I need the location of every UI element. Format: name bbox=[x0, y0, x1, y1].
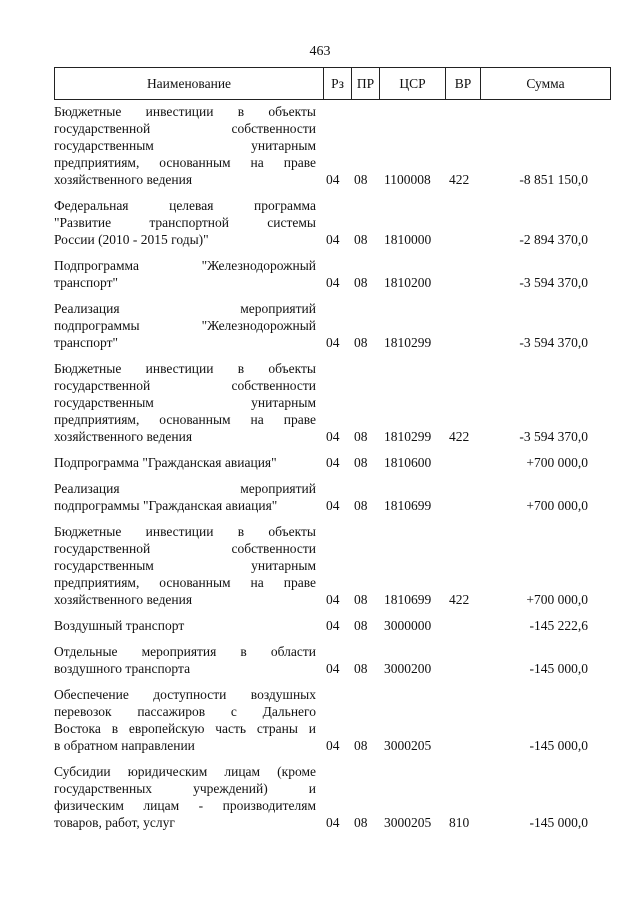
row-csr: 3000000 bbox=[384, 618, 432, 633]
row-name-line: товаров, работ, услуг bbox=[54, 815, 175, 830]
row-name-line: хозяйственного ведения bbox=[54, 592, 193, 607]
row-name-line: Бюджетные инвестиции в объекты bbox=[54, 361, 316, 376]
row-rz: 04 bbox=[326, 172, 340, 187]
table-row bbox=[54, 523, 611, 608]
page-number: 463 bbox=[309, 44, 331, 59]
row-name-line: предприятиям, основанным на праве bbox=[54, 412, 316, 427]
table-row bbox=[54, 617, 611, 634]
row-pr: 08 bbox=[354, 335, 368, 350]
row-csr: 1810600 bbox=[384, 455, 432, 470]
row-sum: -3 594 370,0 bbox=[519, 429, 588, 444]
table-body bbox=[54, 103, 611, 840]
row-rz: 04 bbox=[326, 618, 340, 633]
table-row bbox=[54, 643, 611, 677]
row-name-line: государственным унитарным bbox=[54, 395, 316, 410]
row-name-line: перевозок пассажиров с Дальнего bbox=[54, 704, 316, 719]
row-name-line: государственным унитарным bbox=[54, 558, 316, 573]
row-name-line: Подпрограмма "Железнодорожный bbox=[54, 258, 316, 273]
row-name-line: физическим лицам - производителям bbox=[54, 798, 316, 813]
row-csr: 3000200 bbox=[384, 661, 432, 676]
row-name-line: в обратном направлении bbox=[54, 738, 195, 753]
row-name-line: Востока в европейскую часть страны и bbox=[54, 721, 316, 736]
row-name-line: подпрограммы "Железнодорожный bbox=[54, 318, 316, 333]
table-row bbox=[54, 300, 611, 351]
header-pr: ПР bbox=[351, 68, 379, 99]
table-row bbox=[54, 763, 611, 831]
row-sum: +700 000,0 bbox=[526, 592, 588, 607]
row-name-line: Реализация мероприятий bbox=[54, 301, 316, 316]
row-name bbox=[54, 523, 316, 608]
row-name bbox=[54, 617, 316, 634]
row-name-line: государственных учреждений) и bbox=[54, 781, 316, 796]
row-pr: 08 bbox=[354, 815, 368, 830]
row-name-line: воздушного транспорта bbox=[54, 661, 191, 676]
row-name bbox=[54, 103, 316, 188]
table-row bbox=[54, 454, 611, 471]
row-sum: -145 000,0 bbox=[529, 815, 588, 830]
row-sum: -3 594 370,0 bbox=[519, 275, 588, 290]
row-name-line: государственным унитарным bbox=[54, 138, 316, 153]
row-name-line: Бюджетные инвестиции в объекты bbox=[54, 104, 316, 119]
row-name-line: транспорт" bbox=[54, 275, 118, 290]
row-pr: 08 bbox=[354, 661, 368, 676]
row-name-line: Бюджетные инвестиции в объекты bbox=[54, 524, 316, 539]
table-row bbox=[54, 257, 611, 291]
row-name-line: хозяйственного ведения bbox=[54, 172, 193, 187]
row-csr: 1810000 bbox=[384, 232, 432, 247]
table-header bbox=[54, 67, 611, 100]
row-csr: 1810299 bbox=[384, 335, 432, 350]
row-name bbox=[54, 643, 316, 677]
row-name-line: "Развитие транспортной системы bbox=[54, 215, 316, 230]
header-name: Наименование bbox=[146, 75, 232, 91]
row-sum: -145 000,0 bbox=[529, 661, 588, 676]
row-name-line: хозяйственного ведения bbox=[54, 429, 193, 444]
row-name bbox=[54, 686, 316, 754]
row-pr: 08 bbox=[354, 429, 368, 444]
header-csr: ЦСР bbox=[379, 68, 445, 99]
row-rz: 04 bbox=[326, 738, 340, 753]
row-name-line: Обеспечение доступности воздушных bbox=[54, 687, 316, 702]
row-name-line: Федеральная целевая программа bbox=[54, 198, 316, 213]
row-name-line: Реализация мероприятий bbox=[54, 481, 316, 496]
row-vr: 422 bbox=[449, 172, 470, 187]
row-csr: 1810299 bbox=[384, 429, 432, 444]
table-row bbox=[54, 103, 611, 188]
row-csr: 1810699 bbox=[384, 498, 432, 513]
row-name-line: Субсидии юридическим лицам (кроме bbox=[54, 764, 316, 779]
row-csr: 1810699 bbox=[384, 592, 432, 607]
row-pr: 08 bbox=[354, 618, 368, 633]
table-row bbox=[54, 360, 611, 445]
row-csr: 1810200 bbox=[384, 275, 432, 290]
row-name bbox=[54, 300, 316, 351]
row-name-line: России (2010 - 2015 годы)" bbox=[54, 232, 209, 247]
row-sum: -3 594 370,0 bbox=[519, 335, 588, 350]
row-vr: 422 bbox=[449, 592, 470, 607]
row-name-line: подпрограммы "Гражданская авиация" bbox=[54, 498, 278, 513]
row-csr: 1100008 bbox=[384, 172, 431, 187]
row-pr: 08 bbox=[354, 172, 368, 187]
table-row bbox=[54, 480, 611, 514]
row-pr: 08 bbox=[354, 455, 368, 470]
row-name-line: государственной собственности bbox=[54, 121, 316, 136]
row-name-line: Отдельные мероприятия в области bbox=[54, 644, 316, 659]
row-name-line: государственной собственности bbox=[54, 541, 316, 556]
row-name-line: Подпрограмма "Гражданская авиация" bbox=[54, 455, 277, 470]
row-name-line: транспорт" bbox=[54, 335, 118, 350]
row-sum: +700 000,0 bbox=[526, 498, 588, 513]
row-csr: 3000205 bbox=[384, 815, 432, 830]
row-vr: 810 bbox=[449, 815, 470, 830]
row-rz: 04 bbox=[326, 592, 340, 607]
row-name bbox=[54, 360, 316, 445]
row-name bbox=[54, 480, 316, 514]
row-vr: 422 bbox=[449, 429, 470, 444]
header-rz: Рз bbox=[323, 68, 351, 99]
header-sum: Сумма bbox=[480, 68, 610, 99]
row-sum: -145 000,0 bbox=[529, 738, 588, 753]
row-name bbox=[54, 763, 316, 831]
row-rz: 04 bbox=[326, 429, 340, 444]
row-pr: 08 bbox=[354, 232, 368, 247]
row-pr: 08 bbox=[354, 738, 368, 753]
row-pr: 08 bbox=[354, 275, 368, 290]
row-rz: 04 bbox=[326, 815, 340, 830]
row-name bbox=[54, 257, 316, 291]
row-name-line: предприятиям, основанным на праве bbox=[54, 155, 316, 170]
row-sum: -145 222,6 bbox=[529, 618, 588, 633]
table-row bbox=[54, 197, 611, 248]
row-name bbox=[54, 454, 316, 471]
row-rz: 04 bbox=[326, 232, 340, 247]
row-sum: -8 851 150,0 bbox=[519, 172, 588, 187]
row-rz: 04 bbox=[326, 335, 340, 350]
row-csr: 3000205 bbox=[384, 738, 432, 753]
row-rz: 04 bbox=[326, 661, 340, 676]
row-sum: -2 894 370,0 bbox=[519, 232, 588, 247]
row-name bbox=[54, 197, 316, 248]
row-rz: 04 bbox=[326, 498, 340, 513]
row-pr: 08 bbox=[354, 498, 368, 513]
row-name-line: государственной собственности bbox=[54, 378, 316, 393]
row-rz: 04 bbox=[326, 275, 340, 290]
row-name-line: предприятиям, основанным на праве bbox=[54, 575, 316, 590]
row-name-line: Воздушный транспорт bbox=[54, 618, 185, 633]
row-rz: 04 bbox=[326, 455, 340, 470]
row-sum: +700 000,0 bbox=[526, 455, 588, 470]
header-vr: ВР bbox=[445, 68, 480, 99]
row-pr: 08 bbox=[354, 592, 368, 607]
table-row bbox=[54, 686, 611, 754]
